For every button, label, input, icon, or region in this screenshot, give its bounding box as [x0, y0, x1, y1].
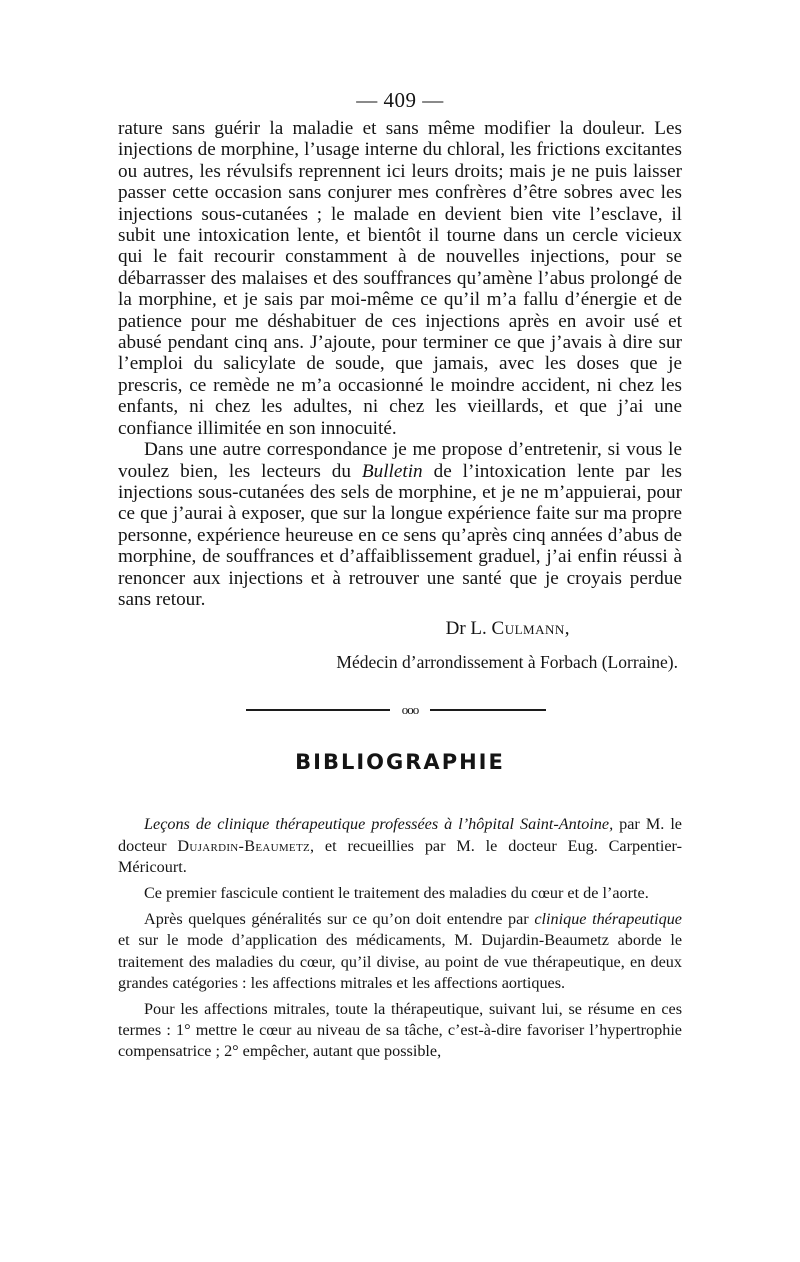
entry-author: Dujardin-Beaumetz — [177, 836, 310, 855]
section-divider — [118, 700, 682, 720]
article-paragraph-2 — [118, 439, 682, 610]
book-title: Leçons de clinique thérapeutique professées à l’hôpital Saint-Antoine, — [144, 815, 614, 834]
article-paragraph-2-end: de l’intoxication lente par les injections sous-cutanées des sels de morphine, et je ne m’appuierai, pour ce que j’aurai à exposer, que sur la longue expérience faite sur ma propre personne, expérience heureuse en ce sens qu’après cinq années d’abus de morphine, de souffrances et d’affaiblissement graduel, j’ai enfin réussi à renoncer aux injections et à retrouver une santé que je croyais perdue sans retour. — [118, 460, 683, 610]
bibliography-paragraph-2 — [118, 909, 682, 994]
signature-prefix: Dr L. — [445, 618, 492, 640]
bibliography-entry — [118, 814, 682, 878]
bibliography-paragraph-2-end: et sur le mode d’application des médicaments, M. Dujardin-Beaumetz aborde le traitement des maladies du cœur, qu’il divise, au point de vue thérapeutique, en deux grandes catégories : les affections mitrales et les affections aortiques. — [118, 931, 682, 992]
document-page — [118, 86, 682, 1068]
bibliography-paragraph-3: Pour les affections mitrales, toute la thérapeutique, suivant lui, se résume en ces termes : 1° mettre le cœur au niveau de sa tâche, c’est-à-dire favoriser l’hypertrophie compensatrice ; 2° empêcher, autant que possible, — [118, 999, 682, 1061]
clinique-term: clinique thérapeutique — [534, 910, 682, 929]
entry-by: par M. le docteur — [118, 815, 682, 855]
signature-title: Médecin d’arrondissement à Forbach (Lorraine). — [336, 652, 678, 673]
signature-name: Culmann, — [491, 618, 570, 640]
article-body — [118, 118, 682, 610]
article-paragraph-2-start: Dans une autre correspondance je me propose d’entretenir, si vous le voulez bien, les lecteurs du — [118, 439, 682, 482]
article-paragraph-1: rature sans guérir la maladie et sans même modifier la douleur. Les injections de morphine, l’usage interne du chloral, les frictions excitantes ou autres, les révulsifs reprennent ici leurs droits; mais je ne puis laisser passer cette occasion sans conjurer mes confrères d’être sobres avec les injections sous-cutanées ; le malade en devient bien vite l’esclave, il subit une intoxication lente, et bientôt il tourne dans un cercle vicieux qui le fait recourir constamment à de nouvelles injections, pour se débarrasser des malaises et des souffrances qu’amène l’abus prolongé de la morphine, et je sais par moi-même ce qu’il m’a fallu d’énergie et de patience pour me déshabituer de ces injections après en avoir usé et abusé pendant cinq ans. J’ajoute, pour terminer ce que j’avais à dire sur l’emploi du salicylate de soude, que jamais, avec les doses que je prescris, ce remède ne m’a occasionné le moindre accident, ni chez les enfants, ni chez les adultes, ni chez les vieillards, et que j’ai une confiance illimitée en son innocuité. — [118, 118, 682, 439]
signature — [118, 616, 682, 642]
bibliography-paragraph-1: Ce premier fascicule contient le traitement des maladies du cœur et de l’aorte. — [144, 883, 649, 902]
section-title: BIBLIOGRAPHIE — [295, 750, 505, 775]
divider-ornament: ooo — [390, 701, 430, 719]
bulletin-title: Bulletin — [361, 460, 423, 482]
entry-rest: , et recueillies par M. le docteur Eug. Carpentier-Méricourt. — [118, 836, 682, 876]
page-number: — 409 — — [356, 88, 444, 112]
bibliography-paragraph-2-start: Après quelques généralités sur ce qu’on doit entendre par — [144, 910, 535, 929]
bibliography-body — [118, 814, 682, 1062]
